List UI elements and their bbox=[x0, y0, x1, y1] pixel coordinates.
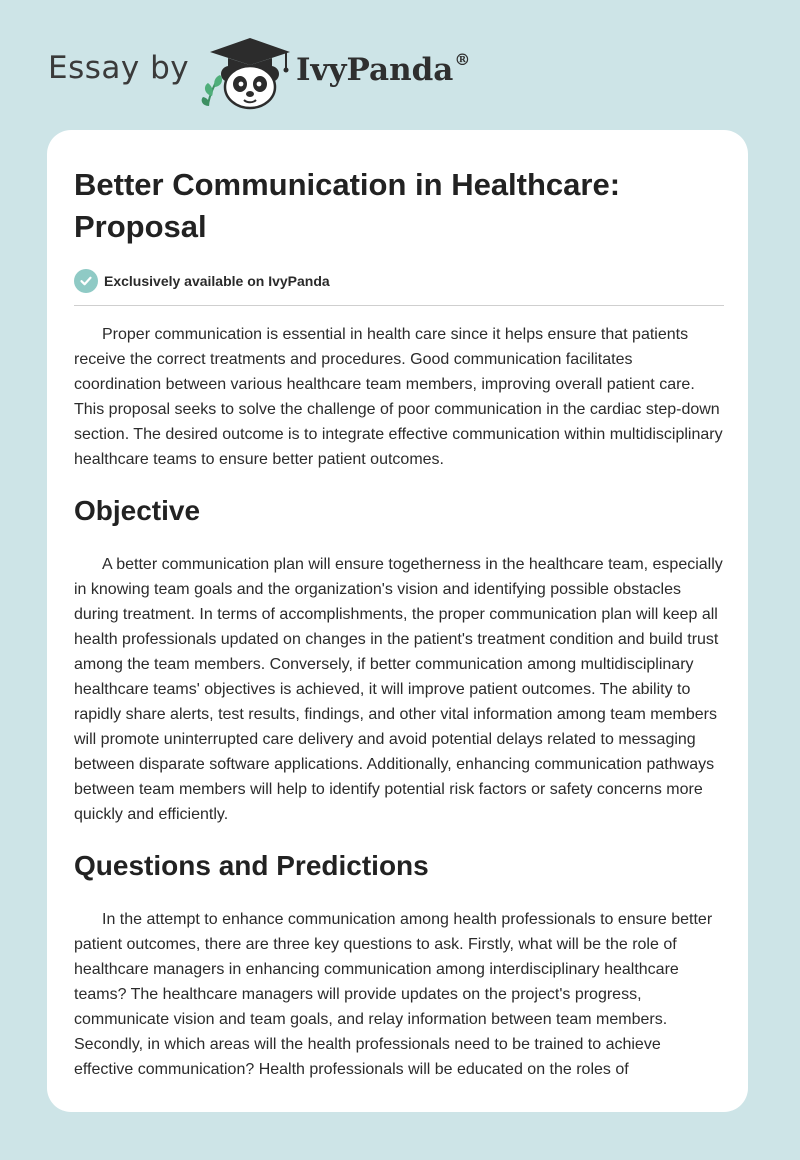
brand-wordmark[interactable] bbox=[296, 52, 470, 88]
divider bbox=[74, 305, 724, 306]
brand-name: IvyPanda bbox=[296, 52, 454, 88]
panda-face-icon bbox=[221, 66, 279, 108]
section-body-questions: In the attempt to enhance communication among health professionals to ensure better patient outcomes, there are three key questions to ask. Firstly, what will be the role of healthcare managers in enhancing communication among interdisciplinary healthcare teams? The healthcare managers will provide updates on the project's progress, communicate vision and team goals, and relay information between team members. Secondly, in which areas will the health professionals need to be trained to achieve effective communication? Health professionals will be educated on the roles of bbox=[74, 911, 713, 1078]
essay-content bbox=[74, 160, 724, 1082]
section-body-objective: A better communication plan will ensure togetherness in the healthcare team, especially in knowing team goals and the organization's vision and identifying possible obstacles during treatment. In terms of accomplishments, the proper communication plan will keep all health professionals updated on changes in the patient's treatment condition and build trust among the team members. Conversely, if better communication among multidisciplinary healthcare teams' objectives is achieved, it will improve patient outcomes. The ability to rapidly share alerts, test results, findings, and other vital information among team members will promote uninterrupted care delivery and avoid potential delays related to messaging between disparate software applications. Additionally, enhancing communication pathways between team members will help to identify potential risk factors or safety concerns more quickly and efficiently. bbox=[74, 556, 723, 823]
essay-card bbox=[47, 130, 748, 1112]
page-title bbox=[74, 164, 724, 248]
ivy-leaf-icon bbox=[202, 75, 222, 106]
essay-by-label: Essay by bbox=[48, 50, 190, 86]
check-circle-icon bbox=[74, 269, 98, 293]
panda-graduate-logo-icon[interactable] bbox=[200, 34, 292, 110]
section-heading-objective: Objective bbox=[74, 495, 201, 526]
title-line-2: Proposal bbox=[74, 209, 207, 244]
exclusive-label: Exclusively available on IvyPanda bbox=[104, 273, 330, 289]
site-header bbox=[0, 0, 800, 130]
exclusive-badge bbox=[74, 268, 724, 294]
registered-mark: ® bbox=[454, 50, 471, 69]
title-line-1: Better Communication in Healthcare: bbox=[74, 167, 621, 202]
intro-paragraph: Proper communication is essential in health care since it helps ensure that patients receive the correct treatments and procedures. Good communication facilitates coordination between various healthcare team members, improving overall patient care. This proposal seeks to solve the challenge of poor communication in the cardiac step-down section. The desired outcome is to integrate effective communication within multidisciplinary healthcare teams to ensure better patient outcomes. bbox=[74, 326, 723, 468]
section-heading-questions: Questions and Predictions bbox=[74, 850, 429, 881]
